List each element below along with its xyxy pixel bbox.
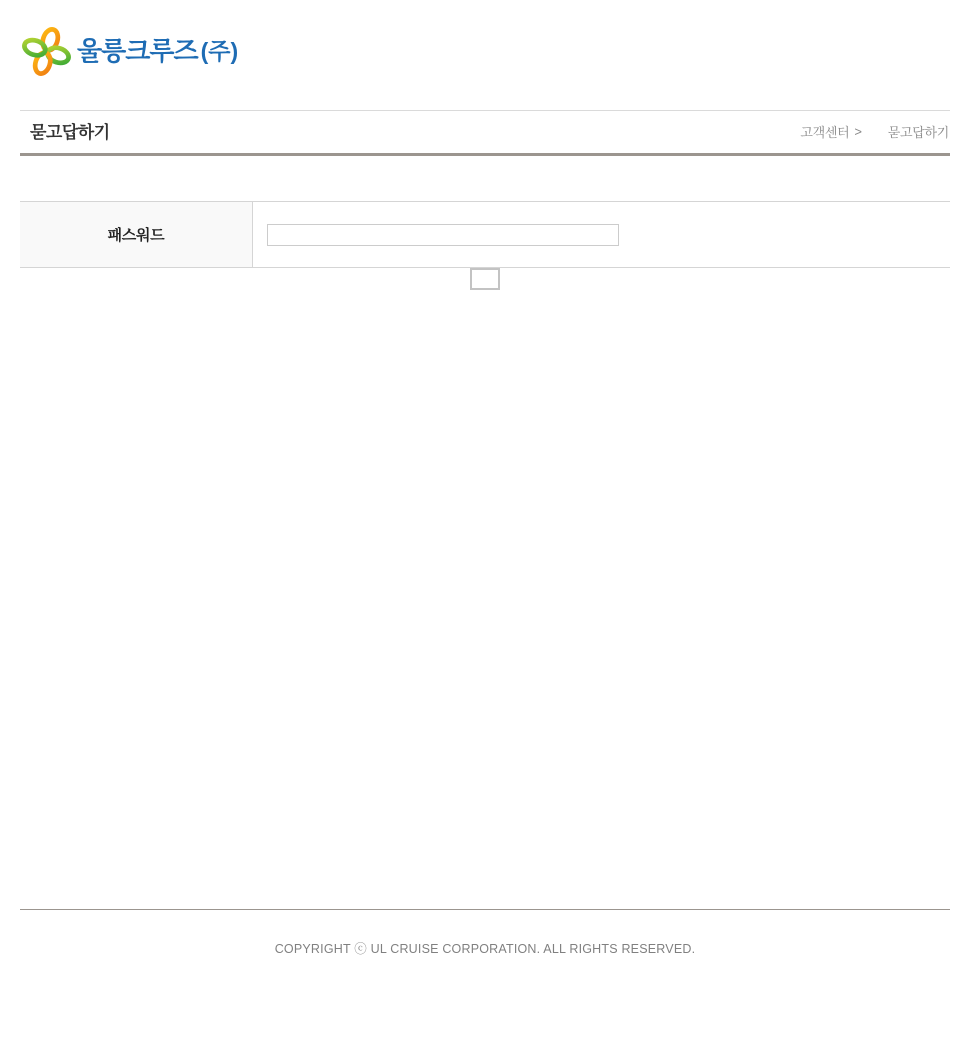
footer	[20, 909, 950, 957]
logo-company-name: 울릉크루즈	[77, 36, 198, 66]
breadcrumb-separator: >	[854, 124, 862, 139]
logo-flower-icon	[22, 27, 71, 76]
password-form-table	[20, 201, 950, 268]
password-input[interactable]	[267, 224, 619, 246]
password-label: 패스워드	[20, 202, 253, 267]
confirm-button[interactable]	[470, 268, 500, 290]
breadcrumb-parent[interactable]: 고객센터	[800, 125, 850, 140]
title-bar	[20, 110, 950, 156]
copyright-text: COPYRIGHT ⓒ UL CRUISE CORPORATION. ALL RIGHTS RESERVED.	[274, 942, 696, 956]
password-input-cell	[253, 202, 950, 267]
page-title: 묻고답하기	[30, 123, 110, 142]
breadcrumb-current: 묻고답하기	[887, 125, 949, 140]
logo-company-suffix: (주)	[200, 38, 239, 64]
breadcrumb	[800, 122, 949, 141]
logo[interactable]	[22, 27, 238, 76]
